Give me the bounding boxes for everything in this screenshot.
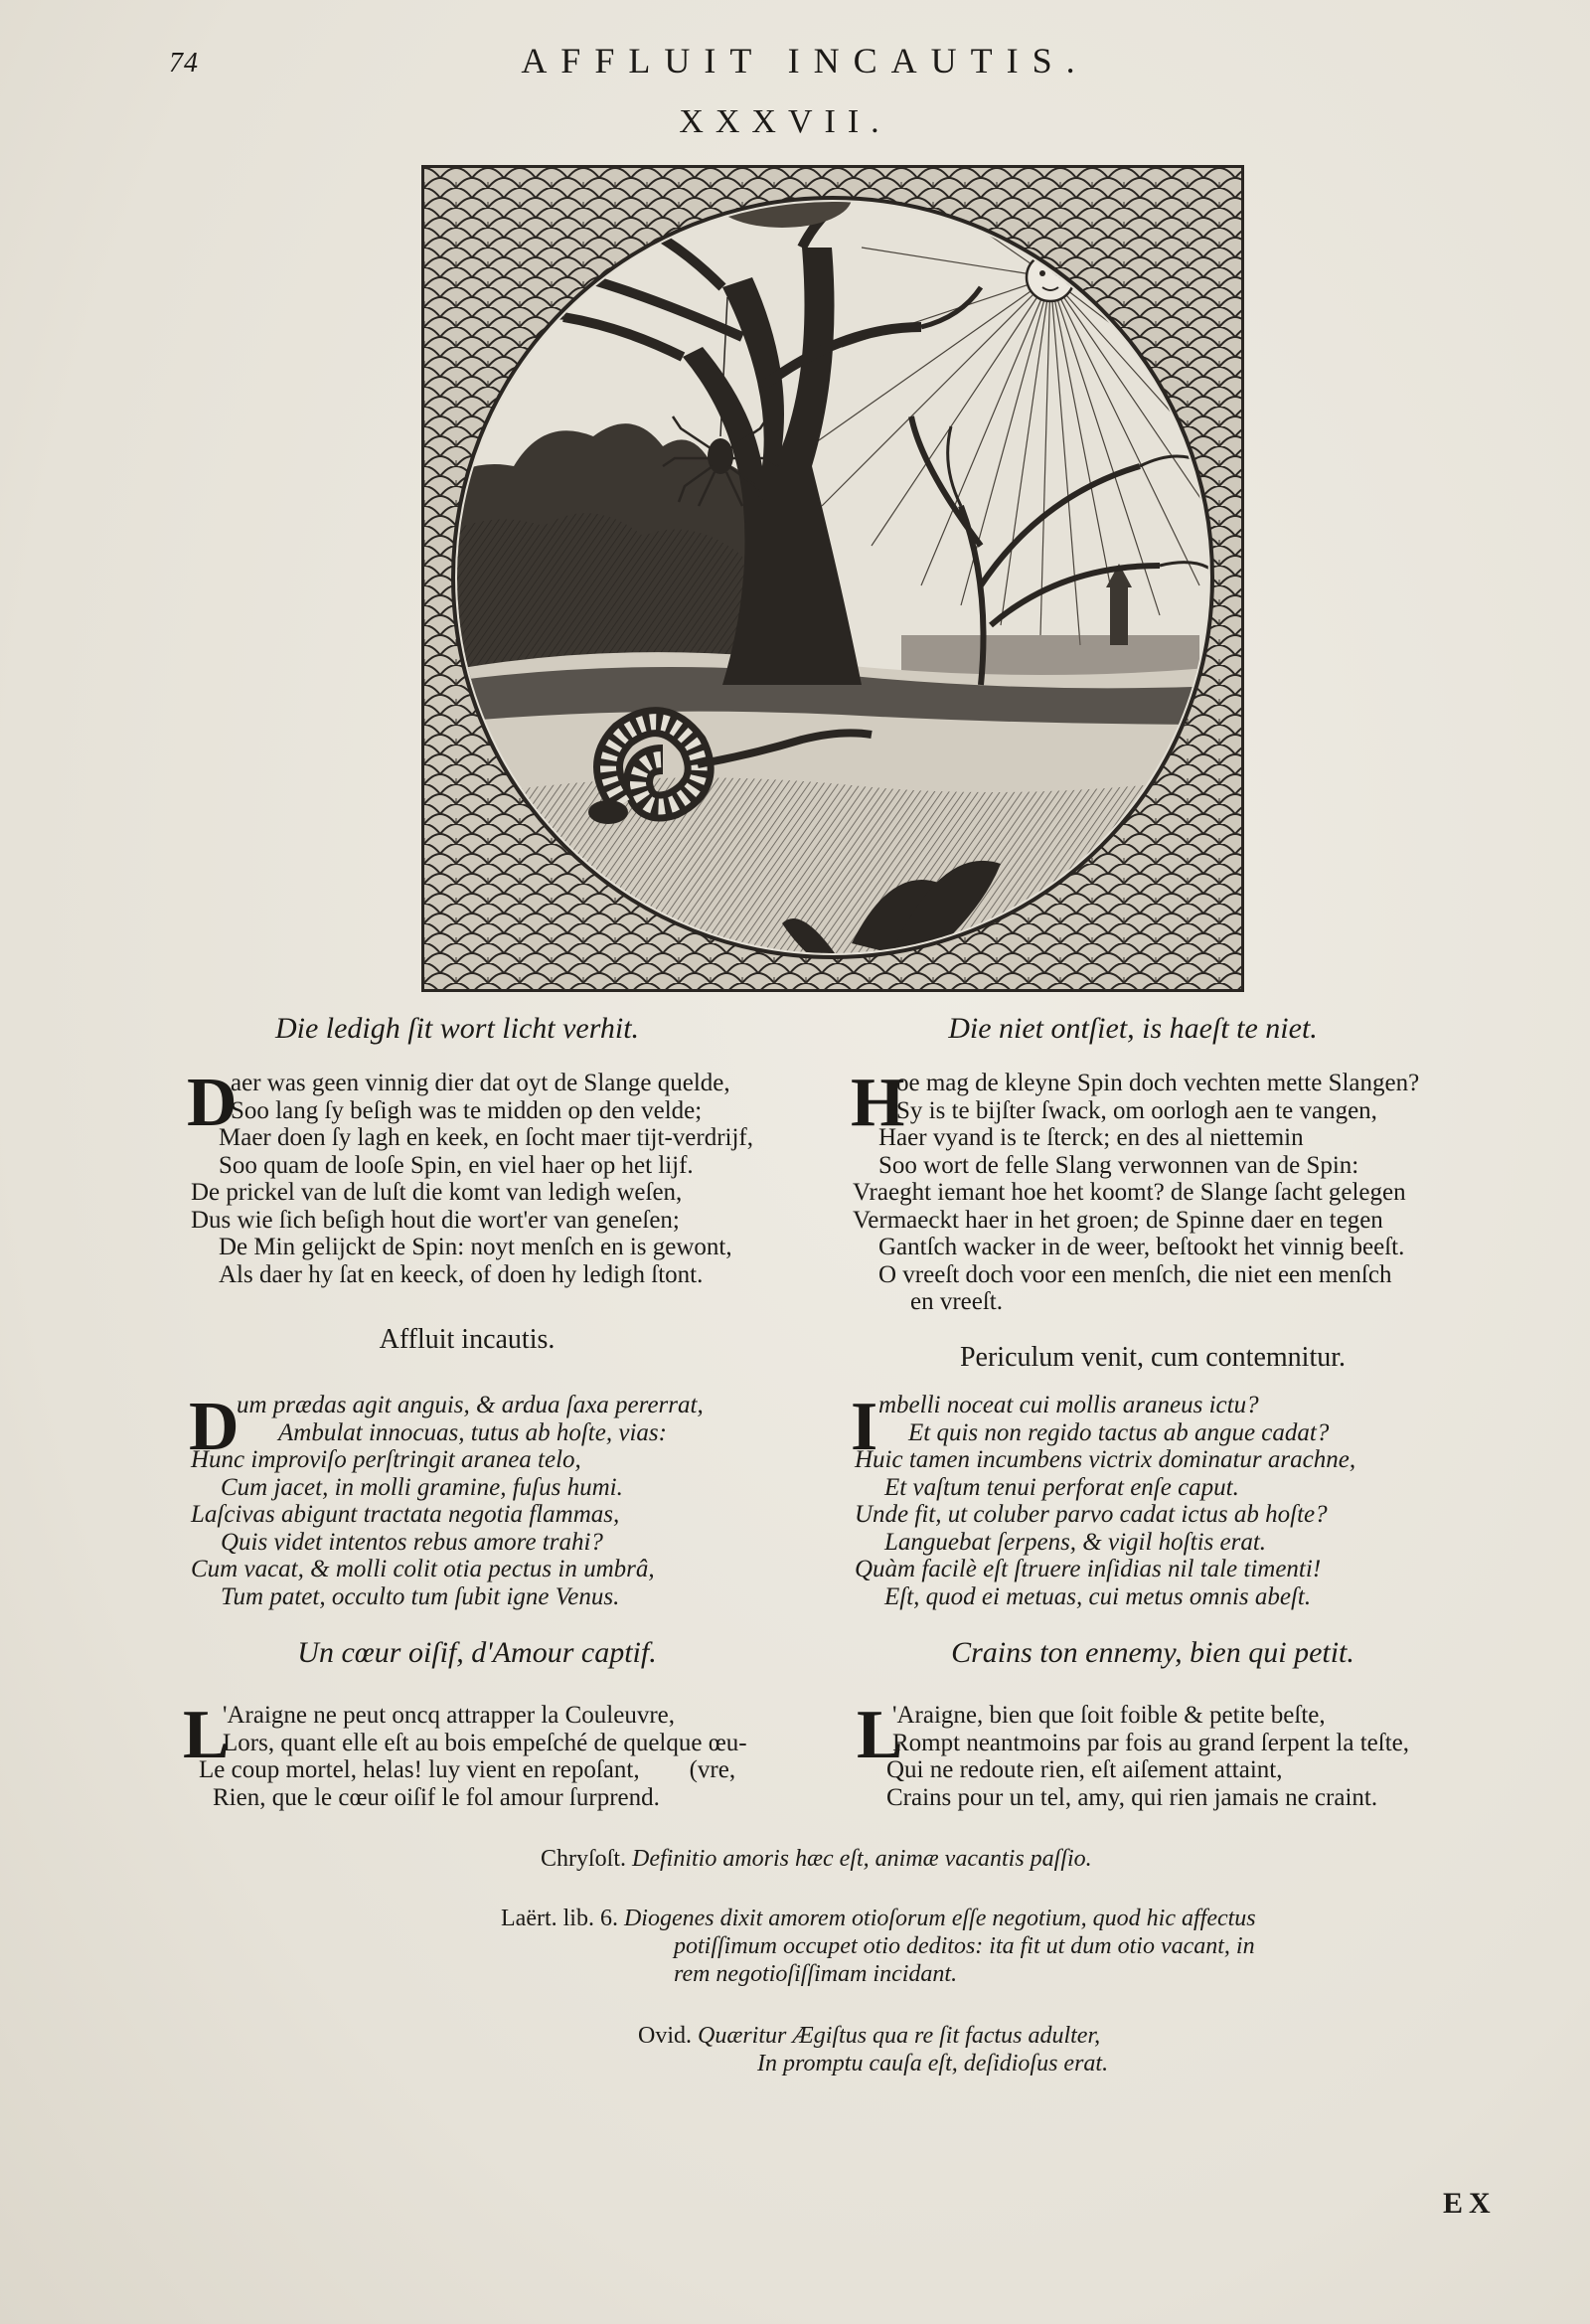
drop-cap: I xyxy=(851,1389,878,1465)
verse-line: Hunc improviſo perſtringit aranea telo, xyxy=(191,1446,581,1473)
verse-line: Crains pour un tel, amy, qui rien jamais ne craint. xyxy=(886,1783,1378,1811)
verse-line: Quis videt intentos rebus amore trahi? xyxy=(221,1528,603,1556)
citation-text: Quæritur Ægiſtus qua re ſit factus adulter, xyxy=(698,2023,1101,2049)
drop-cap: H xyxy=(851,1065,905,1141)
verse-line: Maer doen ſy lagh en keek, en ſocht maer tijt-verdrijf, xyxy=(219,1124,753,1151)
verse-line: Soo wort de felle Slang verwonnen van de Spin: xyxy=(878,1151,1359,1179)
page-number: 74 xyxy=(169,48,199,79)
verse-line: Quàm facilè eſt ſtruere inſidias nil tale timenti! xyxy=(855,1556,1322,1582)
citation-continuation: rem negotioſiſſimam incidant. xyxy=(674,1961,958,1987)
verse-line: Et vaſtum tenui perforat enſe caput. xyxy=(884,1473,1239,1501)
verse-line: Unde fit, ut coluber parvo cadat ictus ab hoſte? xyxy=(855,1501,1328,1528)
drop-cap: L xyxy=(857,1697,903,1773)
verse-line: De prickel van de luſt die komt van ledigh weſen, xyxy=(191,1179,683,1206)
engraving-illustration xyxy=(424,168,1241,989)
verse-line: Soo lang ſy beſigh was te midden op den velde; xyxy=(231,1096,703,1124)
emblem-number: XXXVII. xyxy=(679,103,891,140)
citation-author: Chryſoſt. xyxy=(541,1846,627,1872)
citation-text: Diogenes dixit amorem otioſorum eſſe negotium, quod hic affectus xyxy=(623,1906,1256,1931)
citation-continuation: potiſſimum occupet otio deditos: ita fit ut dum otio vacant, in xyxy=(674,1933,1255,1959)
verse-line: Haer vyand is te ſterck; en des al niettemin xyxy=(878,1124,1304,1151)
dutch-right-motto: Die niet ontſiet, is haeſt te niet. xyxy=(948,1012,1318,1045)
verse-line: Soo quam de looſe Spin, en viel haer op het lijf. xyxy=(219,1151,694,1179)
verse-line: Gantſch wacker in de weer, beſtookt het vinnig beeſt. xyxy=(878,1234,1405,1260)
verse-line: 'Araigne ne peut oncq attrapper la Couleuvre, xyxy=(223,1702,676,1729)
verse-line: O vreeſt doch voor een menſch, die niet een menſch xyxy=(878,1260,1392,1288)
citation-chrysostom xyxy=(541,1845,1092,1873)
drop-cap: D xyxy=(189,1389,239,1465)
french-right-motto: Crains ton ennemy, bien qui petit. xyxy=(951,1636,1354,1669)
catchword: EX xyxy=(1443,2187,1497,2220)
emblem-engraving xyxy=(421,165,1244,992)
verse-line: oe mag de kleyne Spin doch vechten mette Slangen? xyxy=(896,1070,1420,1096)
verse-line: Et quis non regido tactus ab angue cadat? xyxy=(908,1418,1330,1446)
verse-line: Laſcivas abigunt tractata negotia flammas, xyxy=(191,1501,620,1528)
verse-line: Le coup mortel, helas! luy vient en repoſant, (vre, xyxy=(199,1756,736,1783)
latin-right-heading: Periculum venit, cum contemnitur. xyxy=(959,1342,1347,1373)
verse-line: Sy is te bijſter ſwack, om oorlogh aen te vangen, xyxy=(896,1096,1377,1124)
citation-laertius xyxy=(501,1905,1256,1932)
verse-line: Tum patet, occulto tum ſubit igne Venus. xyxy=(221,1582,620,1610)
verse-line: Eſt, quod ei metuas, cui metus omnis abeſt. xyxy=(884,1582,1312,1610)
citation-author: Laërt. lib. 6. xyxy=(501,1906,618,1931)
running-head: AFFLUIT INCAUTIS. xyxy=(521,41,1089,81)
verse-line: Lors, quant elle eſt au bois empeſché de quelque œu- xyxy=(223,1729,747,1756)
verse-line: Cum vacat, & molli colit otia pectus in umbrâ, xyxy=(191,1556,655,1582)
verse-line: Dus wie ſich beſigh hout die wort'er van geneſen; xyxy=(191,1206,680,1234)
verse-line: Huic tamen incumbens victrix dominatur arachne, xyxy=(855,1446,1356,1473)
verse-line: aer was geen vinnig dier dat oyt de Slange quelde, xyxy=(231,1070,730,1096)
drop-cap: D xyxy=(187,1065,238,1141)
latin-left-heading: Affluit incautis. xyxy=(379,1324,556,1355)
verse-line: De Min gelijckt de Spin: noyt menſch en is gewont, xyxy=(219,1234,732,1260)
citation-author: Ovid. xyxy=(638,2023,692,2049)
verse-line: Vermaeckt haer in het groen; de Spinne daer en tegen xyxy=(853,1206,1383,1234)
verse-line: Vraeght iemant hoe het koomt? de Slange ſacht gelegen xyxy=(853,1179,1406,1206)
verse-line: Rompt neantmoins par fois au grand ſerpent la teſte, xyxy=(892,1729,1409,1756)
drop-cap: L xyxy=(183,1697,230,1773)
french-left-motto: Un cœur oiſif, d'Amour captif. xyxy=(297,1636,657,1669)
verse-line: en vreeſt. xyxy=(910,1288,1004,1315)
verse-line: Qui ne redoute rien, eſt aiſement attaint, xyxy=(886,1756,1283,1783)
citation-ovid xyxy=(638,2022,1100,2050)
church-tower xyxy=(1110,585,1128,645)
verse-line: Als daer hy ſat en keeck, of doen hy ledigh ſtont. xyxy=(219,1260,704,1288)
verse-line: um prædas agit anguis, & ardua ſaxa pererrat, xyxy=(237,1392,704,1418)
verse-line: Ambulat innocuas, tutus ab hoſte, vias: xyxy=(278,1418,667,1446)
verse-line: Rien, que le cœur oiſif le fol amour ſurprend. xyxy=(213,1783,660,1811)
dutch-left-motto: Die ledigh ſit wort licht verhit. xyxy=(274,1012,640,1045)
citation-text: Definitio amoris hæc eſt, animæ vacantis paſſio. xyxy=(632,1846,1092,1872)
citation-continuation: In promptu cauſa eſt, deſidioſus erat. xyxy=(757,2051,1109,2076)
verse-line: Cum jacet, in molli gramine, fuſus humi. xyxy=(221,1473,623,1501)
verse-line: mbelli noceat cui mollis araneus ictu? xyxy=(878,1392,1259,1418)
verse-line: 'Araigne, bien que ſoit foible & petite beſte, xyxy=(892,1702,1326,1729)
verse-line: Languebat ſerpens, & vigil hoſtis erat. xyxy=(884,1528,1267,1556)
